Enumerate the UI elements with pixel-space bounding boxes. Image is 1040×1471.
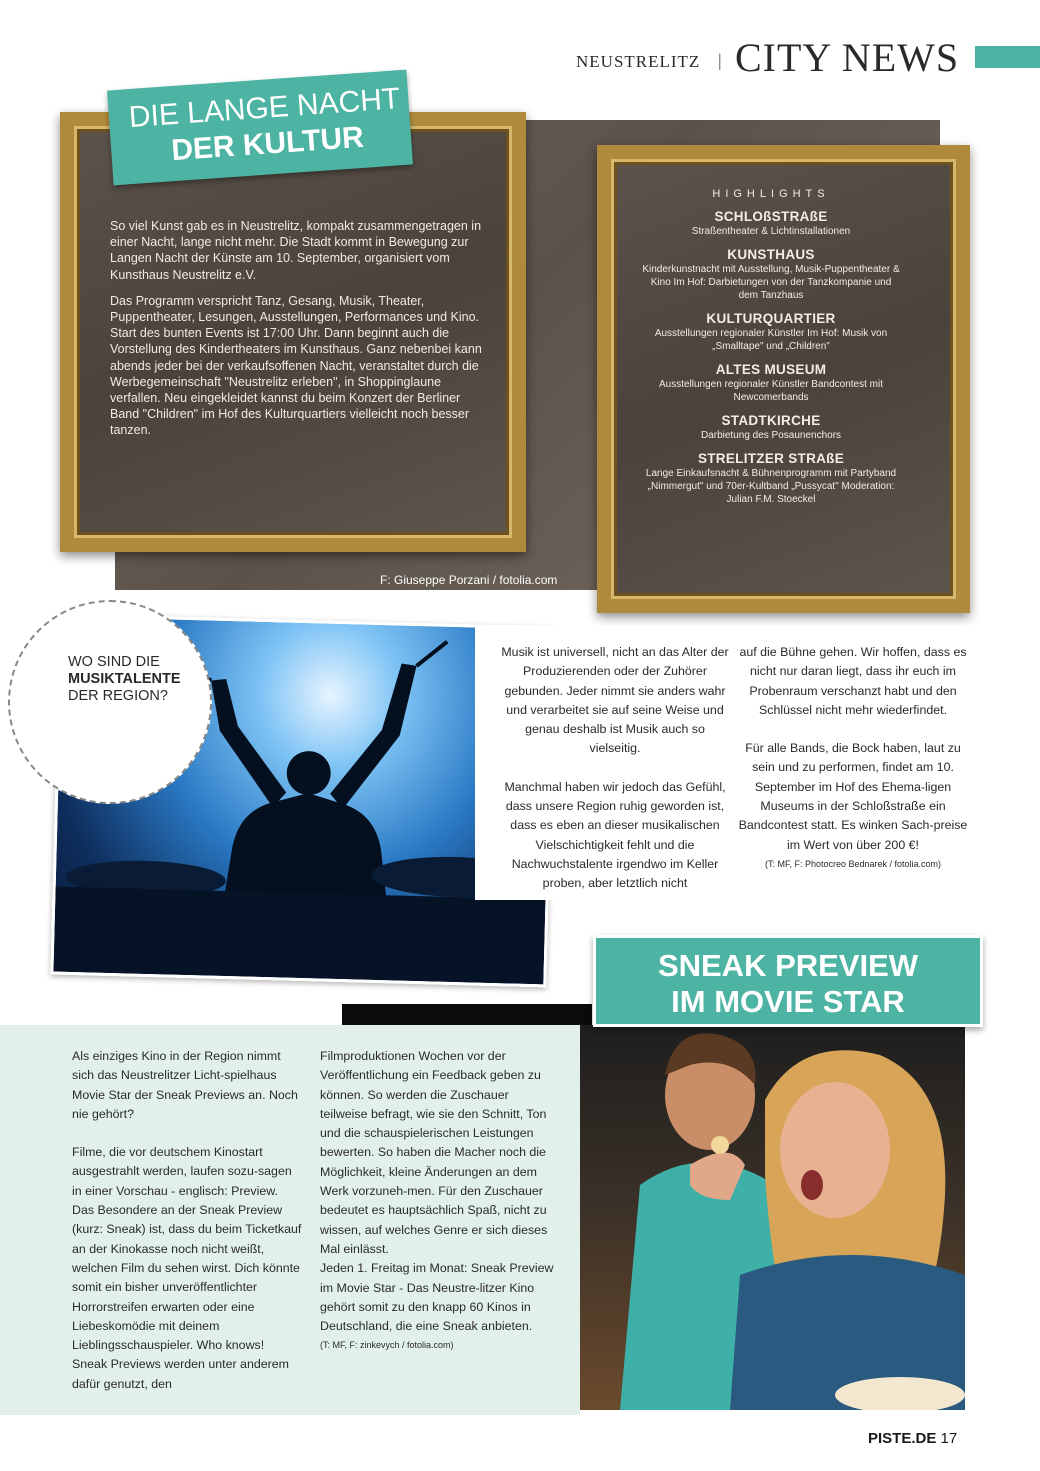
culture-intro [110,218,485,449]
highlight-item [640,412,902,442]
culture-title-line2: DER KULTUR [170,120,365,168]
sneak-column-1 [72,1047,302,1413]
header-separator: | [718,50,722,70]
highlights-list [640,188,902,514]
highlight-desc: Ausstellungen regionaler Künstler Im Hof: Musik von „Smalltape" und „Children" [654,328,888,352]
header-city: NEUSTRELITZ [576,52,701,71]
highlight-desc: Ausstellungen regionaler Künstler Bandcontest mit Newcomerbands [658,379,884,403]
page-footer [868,1430,957,1447]
highlight-title: ALTES MUSEUM [715,362,827,377]
culture-photo-credit: F: Giuseppe Porzani / fotolia.com [380,573,558,587]
highlight-title: STADTKIRCHE [721,413,821,428]
highlight-item [640,361,902,404]
music-credit: (T: MF, F: Photocreo Bednarek / fotolia.com) [764,858,942,869]
header-section-title: CITY NEWS [735,35,960,80]
cinema-audience-graphic [580,1025,965,1410]
sneak-column-2 [320,1047,555,1356]
highlight-title: KULTURQUARTIER [706,311,836,326]
sneak-title-badge [593,935,983,1027]
sneak-paragraph: Jeden 1. Freitag im Monat: Sneak Preview im Movie Star - Das Neustre-litzer Kino gehört somit zu den knapp 60 Kinos in Deutschland, die eine Sneak anbieten. [320,1261,554,1334]
music-column-1 [500,643,730,913]
highlight-title: STRELITZER STRAßE [697,451,845,466]
culture-intro-paragraph-1: So viel Kunst gab es in Neustrelitz, kompakt zusammengetragen in einer Nacht, lange nicht mehr. Die Stadt kommt in Bewegung zur Langen Nacht der Künste am 10. September, organisiert vom Kunsthaus Neustrelitz e.V. [110,219,482,282]
sneak-paragraph: Filmproduktionen Wochen vor der Veröffentlichung ein Feedback geben zu können. So werden die Zuschauer teilweise befragt, wie sie den Schnitt, Ton und die schauspielerischen Leistungen bewerten. So haben die Macher noch die Möglichkeit, kleine Änderungen an dem Werk vorzuneh-men. Für den Zuschauer bedeutet es hauptsächlich Spaß, nicht zu wissen, auf welches Genre er sich dieses Mal einlässt. [320,1049,548,1256]
music-question [68,654,181,705]
sneak-article-panel [0,1025,580,1415]
music-paragraph: Manchmal haben wir jedoch das Gefühl, dass unsere Region ruhig geworden ist, dass es eben an dieser musikalischen Vielschichtigkeit fehlt und die Nachwuchstalente irgendwo im Keller proben, aber letztlich nicht [504,779,726,891]
music-question-line1: WO SIND DIE [68,654,160,670]
highlight-title: SCHLOßSTRAßE [714,209,828,224]
highlight-item [640,310,902,353]
music-paragraph: Musik ist universell, nicht an das Alter der Produzierenden oder der Zuhörer gebunden. Jeder nimmt sie anders wahr und verarbeitet sie auf seine Weise und genau deshalb ist Musik auch so vielseitig. [501,645,729,756]
culture-intro-paragraph-2: Das Programm verspricht Tanz, Gesang, Musik, Theater, Puppentheater, Lesungen, Ausstellungen, Performances und Kino. Start des bunten Events ist 17:00 Uhr. Dann beginnt auch die Vorstellung des Kindertheaters im Kunsthaus. Ganz nebenbei kann abends jeder bei der verkaufsoffenen Nacht, veranstaltet durch die Werbegemeinschaft "Neustrelitz erleben", in Shoppinglaune verfallen. Neu eingekleidet kannst du beim Konzert der Berliner Band "Children" im Hof des Kulturquartiers vielleicht noch besser tanzen. [110,293,482,438]
music-column-2 [733,643,973,874]
highlight-desc: Kinderkunstnacht mit Ausstellung, Musik-Puppentheater & Kino Im Hof: Darbietungen von der Tanzkompanie und dem Tanzhaus [642,264,900,301]
highlight-desc: Lange Einkaufsnacht & Bühnenprogramm mit Partyband „Nimmergut" und 70er-Kultband „Pussycat" Moderation: Julian F.M. Stoeckel [645,468,897,505]
highlight-item [640,208,902,238]
sneak-title-line1: SNEAK PREVIEW [657,948,919,983]
sneak-paragraph: Filme, die vor deutschem Kinostart ausgestrahlt werden, laufen sozu-sagen in einer Vorschau - englisch: Preview. Das Besondere an der Sneak Preview (kurz: Sneak) ist, dass du beim Ticketkauf an der Kinokasse noch nicht weißt, welchen Film du sehen wirst. Dich könnte somit ein bisher unveröffentlichter Horrorstreifen erwarten oder eine Liebeskomödie mit deinem Lieblingsschauspieler. Who knows! Sneak Previews werden unter anderem dafür genutzt, den [72,1145,302,1391]
music-paragraph: Für alle Bands, die Bock haben, laut zu sein und zu performen, findet am 10. September im Hof des Ehema-ligen Museums in der Schloßstraße ein Bandcontest statt. Es winken Sach-preise im Wert von über 200 €! [738,741,968,852]
music-question-line2: MUSIKTALENTE [68,671,181,687]
highlight-title: KUNSTHAUS [727,247,815,262]
highlights-heading: HIGHLIGHTS [712,188,830,200]
cinema-audience-photo [580,1025,965,1410]
highlight-item [640,450,902,506]
page-number: 17 [940,1430,958,1447]
decorative-black-bar [342,1004,592,1026]
sneak-title-line2: IM MOVIE STAR [671,984,905,1019]
sneak-credit: (T: MF, F: zinkevych / fotolia.com) [320,1340,454,1351]
highlight-desc: Darbietung des Posaunenchors [700,430,842,441]
header-accent-bar [975,46,1040,68]
culture-title-line1: DIE LANGE NACHT [127,82,402,135]
music-article [475,625,980,900]
music-question-line3: DER REGION? [68,688,168,704]
highlight-desc: Straßentheater & Lichtinstallationen [691,226,851,237]
highlight-item [640,246,902,302]
music-paragraph: auf die Bühne gehen. Wir hoffen, dass es nicht nur daran liegt, dass ihr euch im Probenraum verschanzt habt und den Schlüssel nicht mehr wiederfindet. [739,645,967,717]
footer-brand: PISTE.DE [868,1430,937,1447]
sneak-paragraph: Als einziges Kino in der Region nimmt sich das Neustrelitzer Licht-spielhaus Movie Star der Sneak Previews an. Noch nie gehört? [72,1049,298,1121]
